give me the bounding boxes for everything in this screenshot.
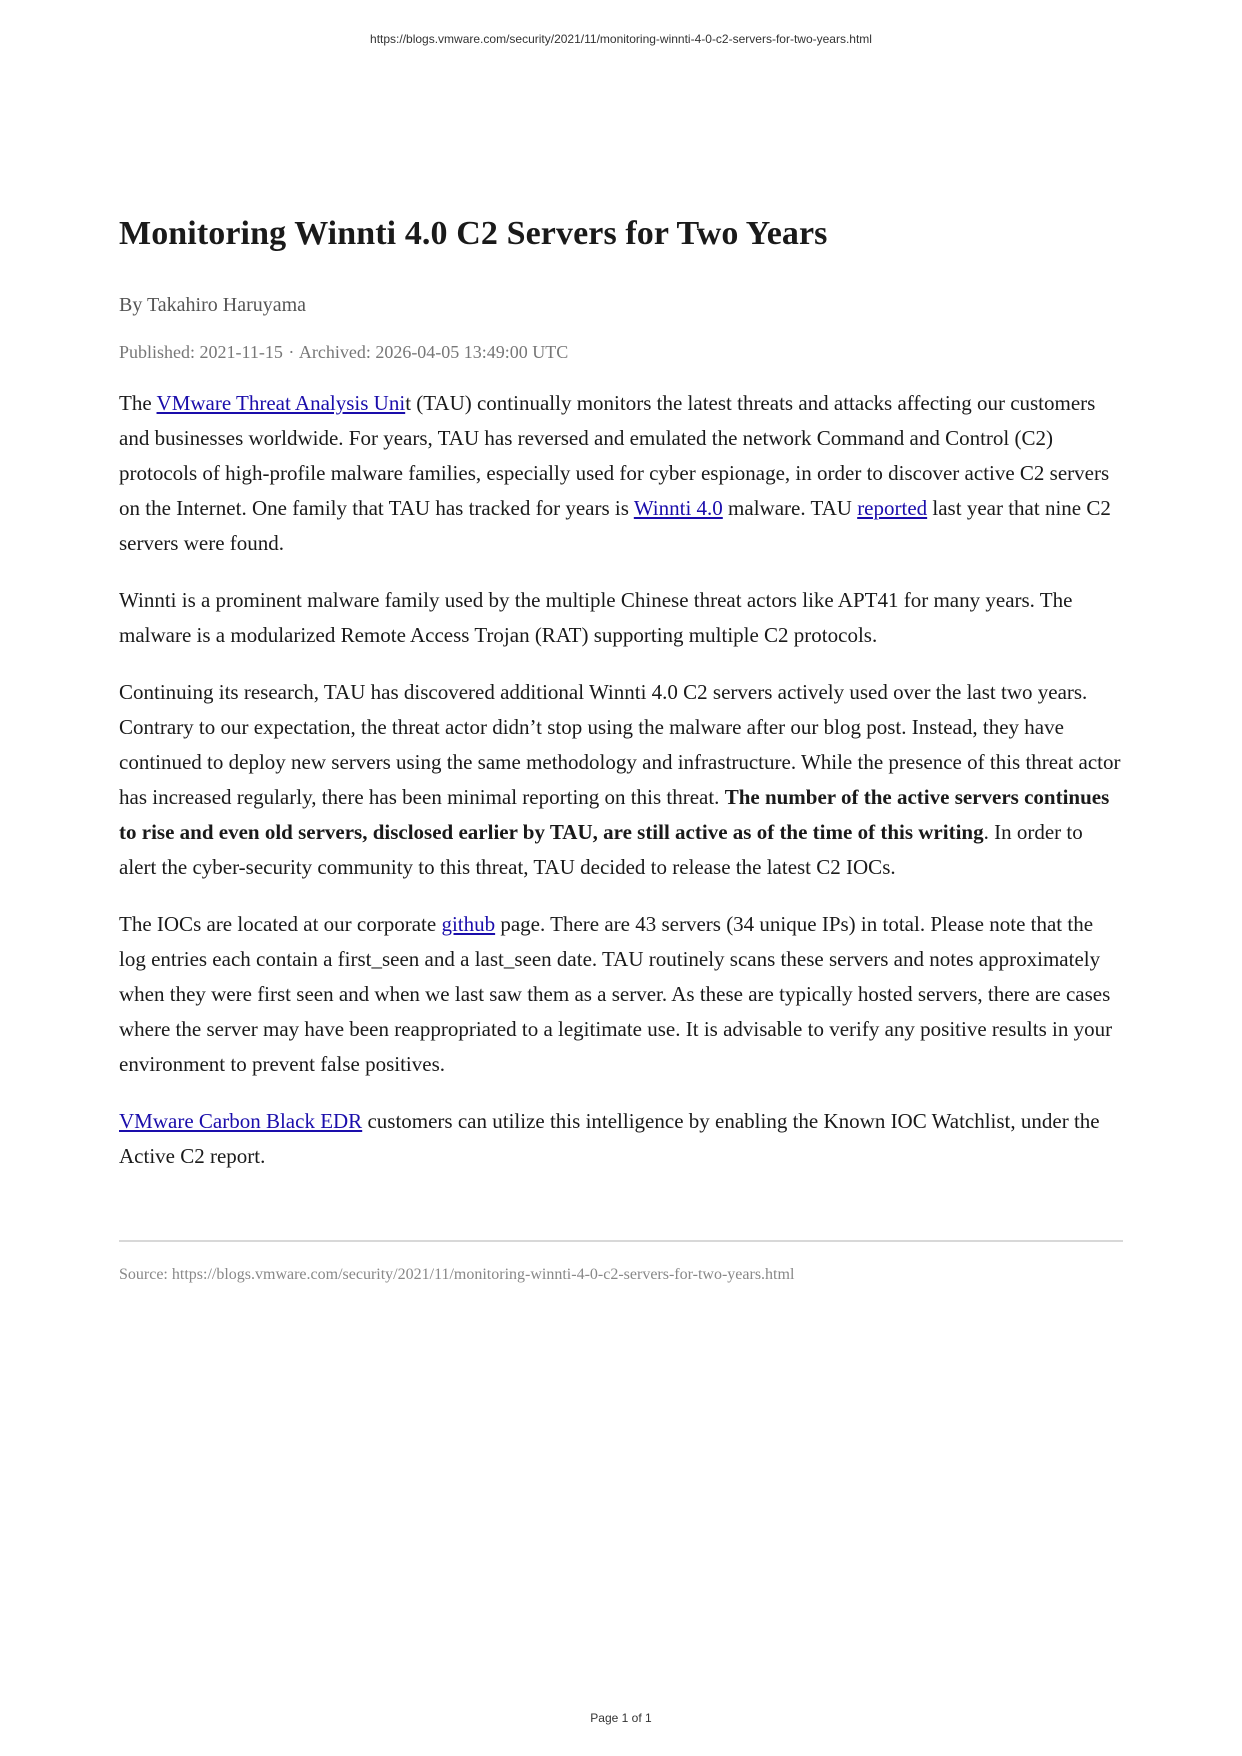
text-segment: t (TAU) continually monitors the latest threats and attacks affecting our customers and businesses worldwide. For years, TAU has reversed and emulated the network Command and Control (C2) protocols of high-profile malware families, especially used for cyber espionage, in order to discover active C2 servers on the Internet. One family that TAU has tracked for years is	[119, 391, 1110, 520]
paragraph-iocs	[119, 907, 1123, 1082]
published-date: Published: 2021-11-15	[119, 342, 283, 362]
text-segment: malware. TAU	[722, 496, 858, 520]
article-meta	[119, 340, 1123, 364]
text-segment: . In order to alert the cyber-security community to this threat, TAU decided to release the latest C2 IOCs.	[119, 820, 1083, 879]
paragraph-carbon-black	[119, 1104, 1123, 1174]
article-title: Monitoring Winnti 4.0 C2 Servers for Two Years	[119, 215, 828, 252]
divider	[119, 1240, 1123, 1242]
link-reported[interactable]: reported	[857, 496, 928, 520]
page-number: Page 1 of 1	[590, 1711, 652, 1725]
paragraph-research	[119, 675, 1123, 885]
link-github[interactable]: github	[441, 912, 496, 936]
page-url-header: https://blogs.vmware.com/security/2021/11/monitoring-winnti-4-0-c2-servers-for-two-years.html	[370, 32, 872, 46]
paragraph-winnti-description: Winnti is a prominent malware family used by the multiple Chinese threat actors like APT41 for many years. The malware is a modularized Remote Access Trojan (RAT) supporting multiple C2 protocols.	[119, 588, 1073, 647]
text-segment: Continuing its research, TAU has discovered additional Winnti 4.0 C2 servers actively used over the last two years. Contrary to our expectation, the threat actor didn’t stop using the malware after our blog post. Instead, they have continued to deploy new servers using the same methodology and infrastructure. While the presence of this threat actor has increased regularly, there has been minimal reporting on this threat.	[119, 680, 1121, 809]
article-container	[119, 210, 1123, 1286]
link-vmware-tau[interactable]: VMware Threat Analysis Uni	[156, 391, 406, 415]
text-segment: page. There are 43 servers (34 unique IPs) in total. Please note that the log entries each contain a first_seen and a last_seen date. TAU routinely scans these servers and notes approximately when they were first seen and when we last saw them as a server. As these are typically hosted servers, there are cases where the server may have been reappropriated to a legitimate use. It is advisable to verify any positive results in your environment to prevent false positives.	[119, 912, 1113, 1076]
text-segment: last year that nine C2 servers were found.	[119, 496, 1111, 555]
meta-separator: ·	[288, 342, 295, 362]
paragraph-intro	[119, 386, 1123, 561]
source-line: Source: https://blogs.vmware.com/security/2021/11/monitoring-winnti-4-0-c2-servers-for-two-years.html	[119, 1266, 795, 1283]
text-segment: The	[119, 391, 157, 415]
link-carbon-black-edr[interactable]: VMware Carbon Black EDR	[119, 1109, 363, 1133]
article-byline: By Takahiro Haruyama	[119, 294, 307, 316]
bold-statement: The number of the active servers continues to rise and even old servers, disclosed earlier by TAU, are still active as of the time of this writing	[119, 785, 1110, 844]
text-segment: The IOCs are located at our corporate	[119, 912, 442, 936]
article-body	[119, 386, 1123, 1174]
text-segment: customers can utilize this intelligence by enabling the Known IOC Watchlist, under the Active C2 report.	[119, 1109, 1100, 1168]
link-winnti[interactable]: Winnti 4.0	[633, 496, 723, 520]
archived-date: Archived: 2026-04-05 13:49:00 UTC	[298, 342, 569, 362]
